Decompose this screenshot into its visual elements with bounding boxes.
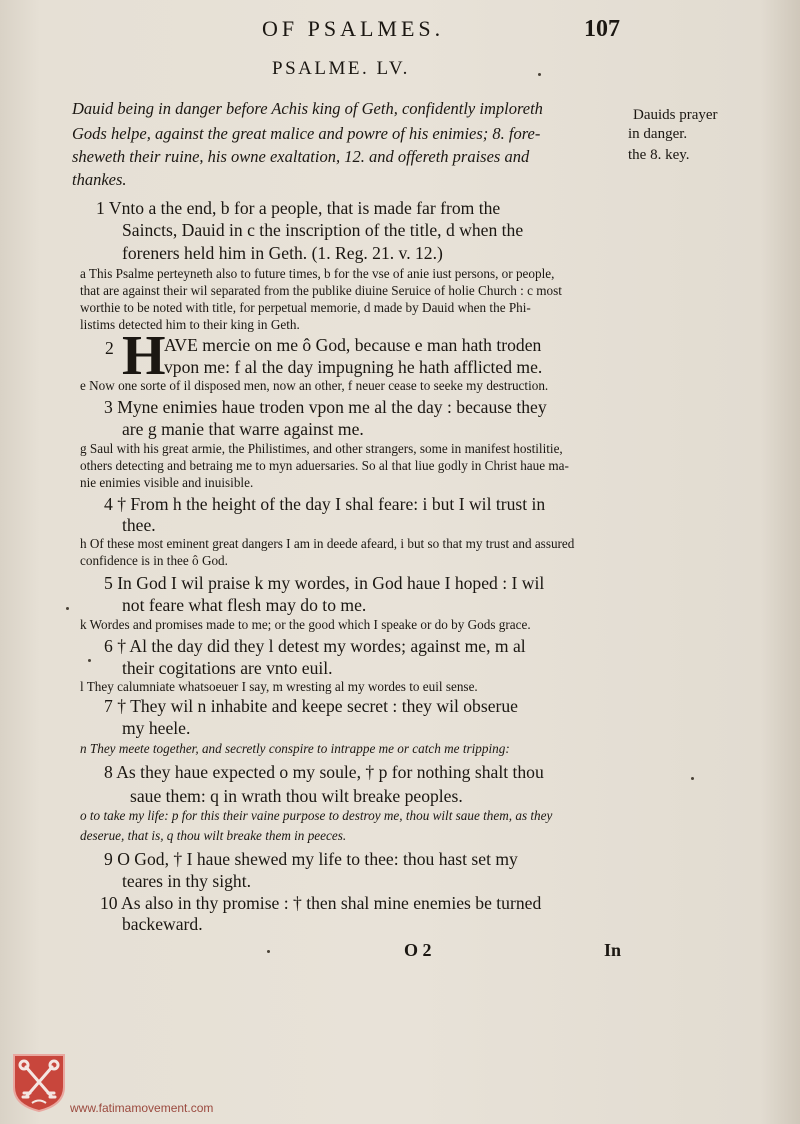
verse-line: their cogitations are vnto euil. <box>122 658 333 678</box>
argument-line: Gods helpe, against the great malice and powre of his enimies; 8. fore- <box>72 124 541 143</box>
annotation-line: listims detected him to their king in Geth. <box>80 317 300 332</box>
drop-capital: H <box>122 325 166 387</box>
verse-line: saue them: q in wrath thou wilt breake peoples. <box>130 786 463 806</box>
paper-speck <box>267 950 270 953</box>
annotation-line: deserue, that is, q thou wilt breake them in peeces. <box>80 828 347 843</box>
verse-line: 10 As also in thy promise : † then shal mine enemies be turned <box>100 893 542 913</box>
margin-note: Dauids prayer <box>633 107 718 123</box>
papal-keys-logo-icon <box>12 1053 66 1113</box>
annotation-line: n They meete together, and secretly conspire to intrappe me or catch me tripping: <box>80 741 510 756</box>
verse-number: 2 <box>105 338 114 358</box>
paper-speck <box>538 73 541 76</box>
paper-speck <box>66 607 69 610</box>
verse-line: my heele. <box>122 718 191 738</box>
running-head: OF PSALMES. <box>262 16 445 41</box>
annotation-line: h Of these most eminent great dangers I am in deede afeard, i but so that my trust and assured <box>80 536 575 551</box>
page-number: 107 <box>584 16 620 42</box>
paper-speck <box>691 777 694 780</box>
verse-line: Saincts, Dauid in c the inscription of the title, d when the <box>122 220 524 240</box>
verse-line: 3 Myne enimies haue troden vpon me al the day : because they <box>104 397 547 417</box>
annotation-line: e Now one sorte of il disposed men, now an other, f neuer cease to seeke my destruction. <box>80 378 549 393</box>
verse-line: foreners held him in Geth. (1. Reg. 21. v. 12.) <box>122 243 443 263</box>
annotation-line: nie enimies visible and inuisible. <box>80 475 254 490</box>
annotation-line: o to take my life: p for this their vaine purpose to destroy me, thou wilt saue them, as they <box>80 808 553 823</box>
verse-line: 9 O God, † I haue shewed my life to thee: thou hast set my <box>104 849 518 869</box>
verse-line: AVE mercie on me ô God, because e man hath troden <box>164 335 542 355</box>
margin-note: the 8. key. <box>628 147 690 163</box>
verse-line: 7 † They wil n inhabite and keepe secret : they wil obserue <box>104 696 518 716</box>
verse-line: vpon me: f al the day impugning he hath afflicted me. <box>164 357 543 377</box>
verse-line: not feare what flesh may do to me. <box>122 595 367 615</box>
psalm-title: PSALME. LV. <box>272 58 410 79</box>
verse-line: 6 † Al the day did they l detest my wordes; against me, m al <box>104 636 526 656</box>
verse-line: 5 In God I wil praise k my wordes, in God haue I hoped : I wil <box>104 573 545 593</box>
catchword: In <box>604 940 622 960</box>
verse-line: are g manie that warre against me. <box>122 419 364 439</box>
verse-line: backeward. <box>122 914 203 934</box>
annotation-line: a This Psalme perteyneth also to future times, b for the vse of anie iust persons, or people, <box>80 266 555 281</box>
annotation-line: g Saul with his great armie, the Philistimes, and other strangers, some in manifest hostilitie, <box>80 441 563 456</box>
annotation-line: worthie to be noted with title, for perpetual memorie, d made by Dauid when the Phi- <box>80 300 531 315</box>
argument-line: Dauid being in danger before Achis king of Geth, confidently imploreth <box>72 99 543 118</box>
annotation-line: that are against their wil separated from the publike diuine Seruice of holie Church : c most <box>80 283 562 298</box>
margin-note: in danger. <box>628 126 688 142</box>
verse-line: 8 As they haue expected o my soule, † p for nothing shalt thou <box>104 762 544 782</box>
annotation-line: others detecting and betraing me to myn aduersaries. So al that liue godly in Christ haue ma- <box>80 458 569 473</box>
signature-mark: O 2 <box>404 940 432 960</box>
argument-line: sheweth their ruine, his owne exaltation, 12. and offereth praises and <box>72 147 530 166</box>
verse-line: thee. <box>122 515 156 535</box>
argument-line: thankes. <box>72 170 127 189</box>
verse-line: 1 Vnto a the end, b for a people, that is made far from the <box>96 198 501 218</box>
verse-line: 4 † From h the height of the day I shal feare: i but I wil trust in <box>104 494 546 514</box>
website-url: www.fatimamovement.com <box>70 1101 214 1115</box>
verse-line: teares in thy sight. <box>122 871 251 891</box>
annotation-line: l They calumniate whatsoeuer I say, m wresting al my wordes to euil sense. <box>80 679 478 694</box>
annotation-line: confidence is in thee ô God. <box>80 553 228 568</box>
annotation-line: k Wordes and promises made to me; or the good which I speake or do by Gods grace. <box>80 617 531 632</box>
paper-speck <box>88 659 91 662</box>
